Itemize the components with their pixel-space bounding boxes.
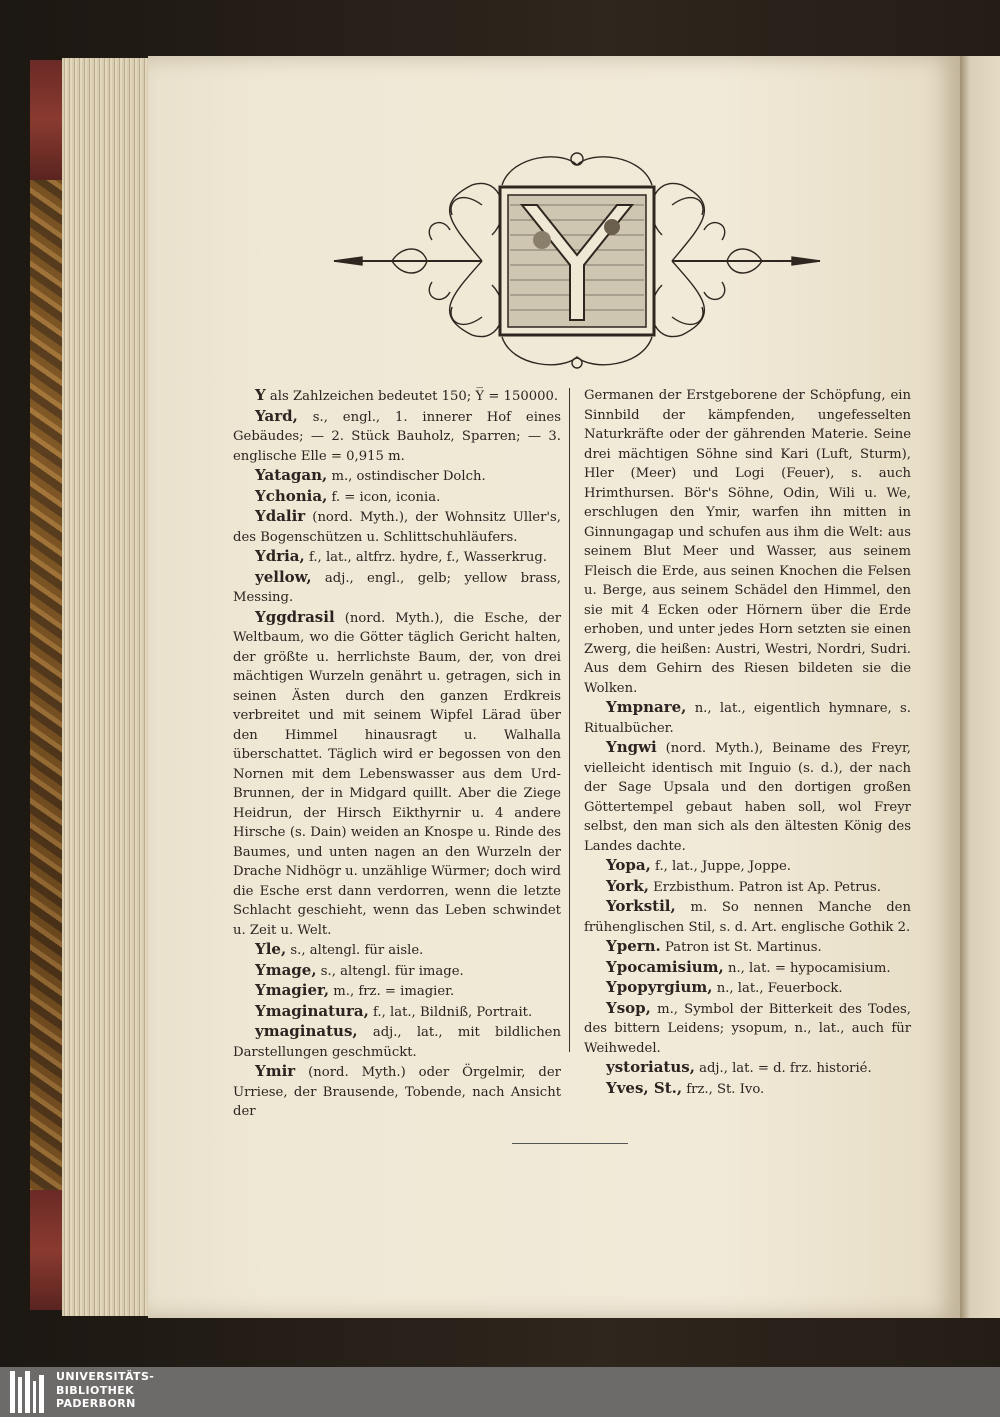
entry-text: als Zahlzeichen bedeutet 150; Y̅ = 150000. xyxy=(269,389,559,404)
entry-headword: Yle, xyxy=(255,940,287,958)
dictionary-entry xyxy=(584,856,911,877)
entry-headword: Ymage, xyxy=(255,960,317,979)
dictionary-entry xyxy=(584,937,911,958)
entry-text: frz., St. Ivo. xyxy=(686,1081,765,1097)
dictionary-entry xyxy=(233,547,561,568)
entry-text: (nord. Myth.), der Wohnsitz Uller's, des Bogenschützen u. Schlittschuhläufers. xyxy=(233,510,561,545)
dictionary-entry xyxy=(233,981,561,1002)
dictionary-entry xyxy=(233,386,561,407)
dictionary-entry xyxy=(233,407,561,467)
dictionary-entry xyxy=(233,608,561,941)
dictionary-entry xyxy=(233,1022,561,1062)
end-rule xyxy=(512,1143,628,1144)
entry-text: n., lat., eigentlich hymnare, s. Ritualbücher. xyxy=(584,701,911,736)
entry-headword: Ymaginatura, xyxy=(255,1001,369,1020)
dictionary-entry xyxy=(233,1002,561,1023)
entry-text: s., altengl. für aisle. xyxy=(290,943,424,958)
dictionary-entry xyxy=(233,466,561,487)
dictionary-entry xyxy=(584,877,911,898)
entry-headword: Ychonia, xyxy=(255,486,328,505)
entry-text: n., lat. = hypocamisium. xyxy=(727,960,891,976)
entry-text: m. So nennen Manche den frühenglischen Stil, s. d. Art. englische Gothik 2. xyxy=(584,900,911,935)
library-name xyxy=(56,1370,154,1411)
entry-headword: York, xyxy=(606,876,649,895)
entry-text: m., Symbol der Bitterkeit des Todes, des bittern Leidens; ysopum, n., lat., auch für Weihwedel. xyxy=(584,1001,911,1056)
dictionary-entry xyxy=(584,1079,911,1100)
dictionary-entry xyxy=(584,999,911,1059)
dictionary-entry xyxy=(233,961,561,982)
entry-headword: Yard, xyxy=(255,406,298,425)
entry-headword: Yngwi xyxy=(606,738,657,756)
entry-headword: Yggdrasil xyxy=(255,607,335,626)
entry-headword: yellow, xyxy=(255,567,312,586)
entry-text: Erzbisthum. Patron ist Ap. Petrus. xyxy=(653,879,881,895)
entry-text: f., lat., Juppe, Joppe. xyxy=(655,859,791,874)
next-page-edge xyxy=(960,56,1000,1318)
library-name-line1: UNIVERSITÄTS- xyxy=(56,1370,155,1383)
dictionary-entry xyxy=(233,507,561,547)
entry-headword: ystoriatus, xyxy=(606,1058,695,1076)
page-stack xyxy=(62,58,154,1316)
entry-headword: Y xyxy=(255,386,266,404)
entry-text: Patron ist St. Martinus. xyxy=(664,940,822,955)
entry-headword: ymaginatus, xyxy=(255,1022,358,1040)
entry-text: (nord. Myth.), die Esche, der Weltbaum, wo die Götter täglich Gericht halten, der größte u. herrlichste Baum, der, von drei mächtigen Wurzeln genährt u. getragen, sich in seinen Ästen durch den ganzen Erdkreis verbreitet und mit seinem Wipfel Lärad über den Himmel hinausragt u. Walhalla überschattet. Täglich wird er begossen von den Nornen mit dem Lebenswasser aus dem Urd-Brunnen, der in Midgard quillt. Aber die Ziege Heidrun, der Hirsch Eikthyrnir u. 4 andere Hirsche (s. Dain) weiden an Knospe u. Rinde des Baumes, und unten nagen an den Wurzeln der Drache Nidhögr u. unzählige Würmer; doch wird die Esche erst dann verdorren, wenn die letzte Schlacht geschieht, wenn das Leben schwindet u. Zeit u. Welt. xyxy=(233,610,561,938)
entry-headword: Ydalir xyxy=(255,507,306,525)
entry-headword: Ydria, xyxy=(255,547,305,565)
library-name-line2: BIBLIOTHEK xyxy=(56,1383,135,1397)
library-logo-icon xyxy=(10,1371,50,1413)
dictionary-entry xyxy=(233,940,561,961)
entry-text: f., lat., altfrz. hydre, f., Wasserkrug. xyxy=(308,550,547,565)
entry-text: adj., lat. = d. frz. historié. xyxy=(699,1061,872,1076)
entry-text: m., frz. = imagier. xyxy=(333,984,455,999)
dictionary-entry xyxy=(584,1058,911,1079)
dictionary-entry xyxy=(584,738,911,856)
entry-headword: Yatagan, xyxy=(255,466,328,484)
entry-text: adj., engl., gelb; yellow brass, Messing. xyxy=(233,570,561,605)
entry-headword: Ysop, xyxy=(606,998,651,1017)
entry-text: m., ostindischer Dolch. xyxy=(331,469,486,484)
entry-headword: Ympnare, xyxy=(606,698,687,716)
dictionary-entry xyxy=(584,897,911,937)
entry-headword: Ypocamisium, xyxy=(606,957,724,976)
dictionary-entry xyxy=(233,487,561,508)
dictionary-entry xyxy=(584,978,911,999)
entry-text: f., lat., Bildniß, Portrait. xyxy=(373,1004,533,1020)
ornamental-initial xyxy=(332,145,822,373)
column-divider xyxy=(569,388,570,1052)
library-name-line3: PADERBORN xyxy=(56,1397,136,1410)
entry-text: s., altengl. für image. xyxy=(320,963,464,979)
entry-headword: Ymir xyxy=(255,1062,296,1080)
entry-text: adj., lat., mit bildlichen Darstellungen geschmückt. xyxy=(233,1025,561,1060)
entry-headword: Yopa, xyxy=(606,856,651,874)
entry-headword: Ypern. xyxy=(606,937,661,955)
entry-text: s., engl., 1. innerer Hof eines Gebäudes; — 2. Stück Bauholz, Sparren; — 3. englische Elle = 0,915 m. xyxy=(233,409,561,464)
entry-headword: Ypopyrgium, xyxy=(606,978,713,996)
entry-text: (nord. Myth.), Beiname des Freyr, vielleicht identisch mit Inguio (s. d.), der nach der Sage Upsala und den dortigen großen Göttertempel gebaut haben soll, wol Freyr selbst, den man sich als den ältesten König des Landes dachte. xyxy=(584,741,911,854)
entry-headword: Ymagier, xyxy=(255,981,330,999)
entry-headword: Yves, St., xyxy=(606,1078,683,1097)
left-column xyxy=(233,386,561,1122)
entry-text: (nord. Myth.) oder Örgelmir, der Urriese, der Brausende, Tobende, nach Ansicht der xyxy=(233,1065,561,1119)
entry-text: n., lat., Feuerbock. xyxy=(716,981,843,996)
dictionary-entry xyxy=(584,958,911,979)
entry-text: f. = icon, iconia. xyxy=(331,489,441,505)
right-column xyxy=(584,386,911,1099)
dictionary-entry xyxy=(233,1062,561,1122)
entry-text: Germanen der Erstgeborene der Schöpfung, ein Sinnbild der kämpfenden, ungefesselten Naturkräfte oder der gährenden Materie. Seine drei mächtigen Söhne sind Kari (Luft, Sturm), Hler (Meer) und Logi (Feuer), s. auch Hrimthursen. Bör's Söhne, Odin, Wili u. We, erschlugen den Ymir, warfen ihn mitten in Ginnungagap und schufen aus ihm die Welt: aus seinem Blut Meer und Wasser, aus seinem Fleisch die Erde, aus seinen Knochen die Felsen u. Berge, aus seinem Schädel den Himmel, den sie mit 4 Ecken oder Hörnern über die Erde erhoben, und unter jedes Horn setzten sie einen Zwerg, die heißen: Austri, Westri, Nordri, Sudri. Aus dem Gehirn des Riesen bildeten sie die Wolken. xyxy=(584,388,911,696)
dictionary-entry xyxy=(584,386,911,698)
entry-headword: Yorkstil, xyxy=(606,897,676,915)
dictionary-entry xyxy=(584,698,911,738)
dictionary-entry xyxy=(233,568,561,608)
